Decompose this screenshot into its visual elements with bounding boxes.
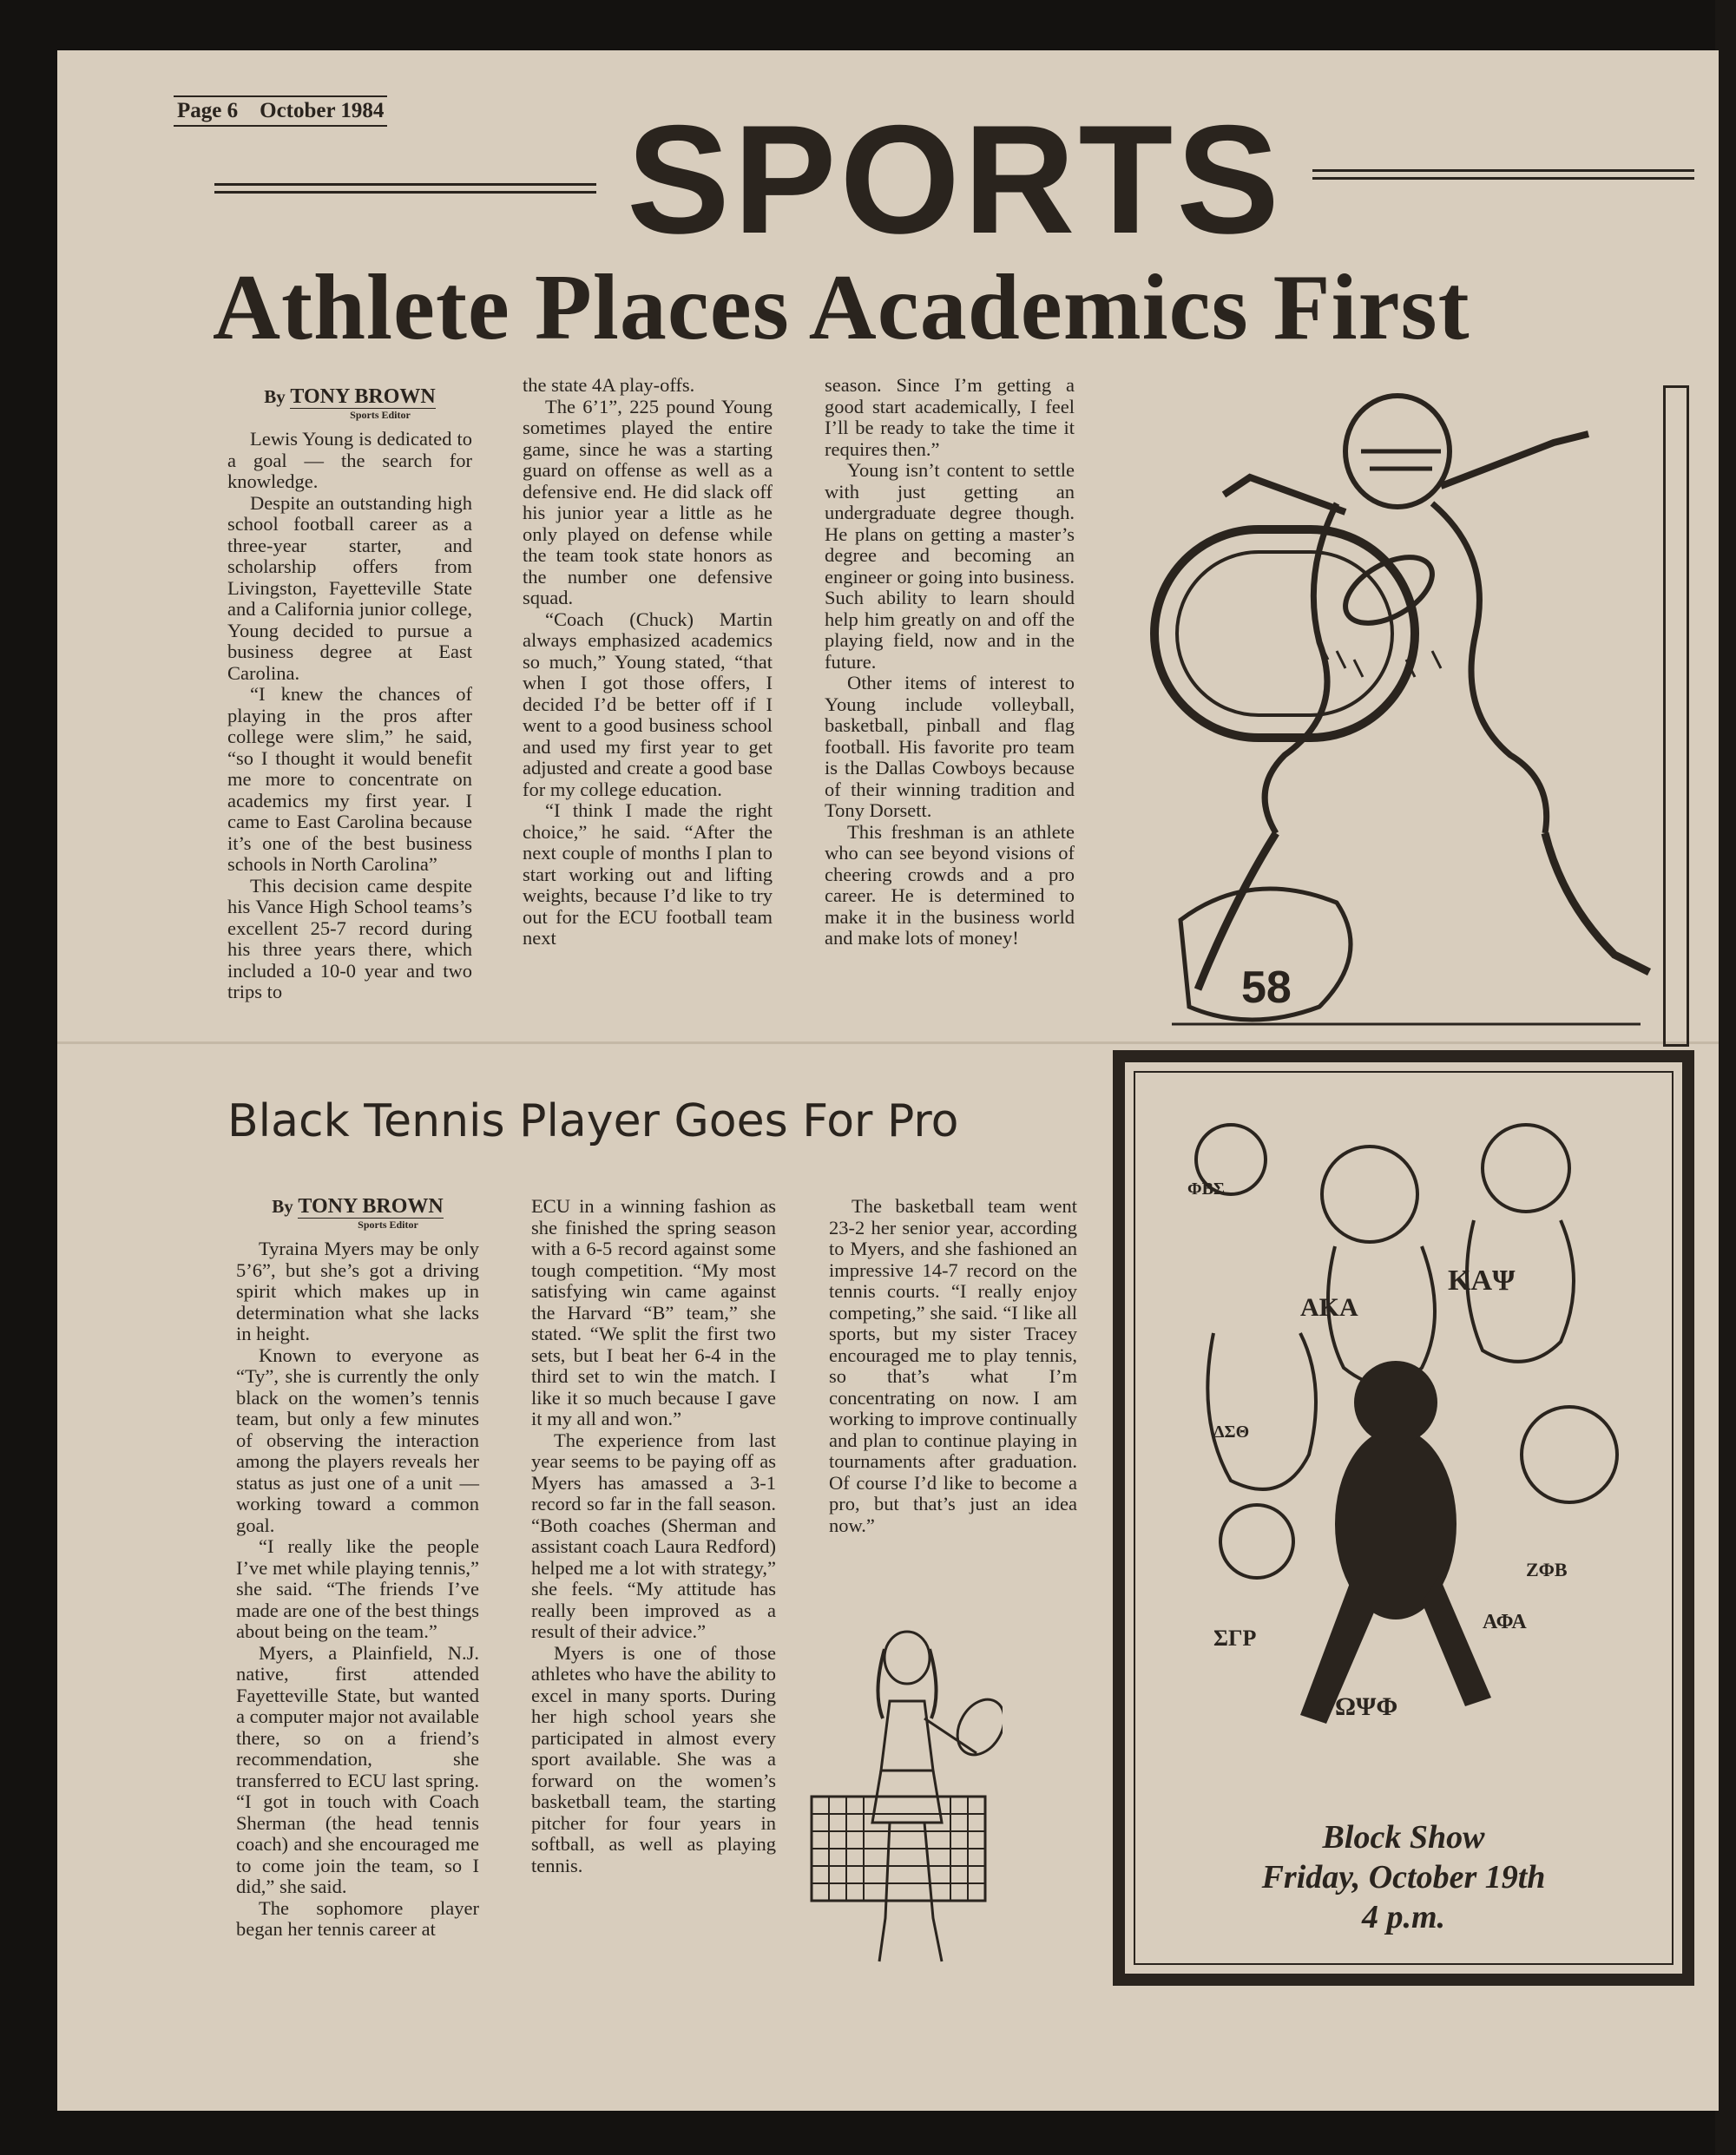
caricature-face-icon	[1483, 1125, 1569, 1212]
caricature-face-icon	[1322, 1146, 1417, 1242]
section-masthead: SPORTS	[627, 93, 1283, 266]
story1-column-1	[227, 386, 472, 1003]
paragraph: Other items of interest to Young include volleyball, basketball, pinball and flag football. His favorite pro team is the Dallas Cowboys because of their winning tradition and Tony Dorsett.	[825, 672, 1075, 821]
paragraph: “Coach (Chuck) Martin always emphasized academics so much,” Young stated, “that when I got those offers, I decided I’d be better off if I went to a good business school and used my first year to get adjusted and create a good base for my college education.	[523, 608, 773, 800]
letters-aka: AKA	[1300, 1293, 1358, 1322]
story1-column-3	[825, 375, 1075, 949]
story2-headline: Black Tennis Player Goes For Pro	[227, 1095, 959, 1147]
decorative-side-bar	[1663, 385, 1689, 1047]
track-oval-icon	[1154, 529, 1415, 738]
paragraph: This decision came despite his Vance High School teams’s excellent 25-7 record during his three years there, which included a 10-0 year and two trips to	[227, 874, 472, 1002]
paragraph: Known to everyone as “Ty”, she is currently the only black on the women’s tennis team, but only a few minutes of observing the interaction among the players reveals her status as just one of a unit — working toward a common goal.	[236, 1344, 479, 1536]
paragraph: Myers is one of those athletes who have the ability to excel in many sports. During her high school years she participated in almost every sport available. She was a forward on the women’s basketball team, the starting pitcher for four years in softball, as well as playing tennis.	[531, 1641, 776, 1876]
page-fold	[57, 1041, 1719, 1044]
paragraph: Tyraina Myers may be only 5’6”, but she’s got a driving spirit which makes up in determination what she lacks in height.	[236, 1238, 479, 1344]
story1-byline	[227, 386, 472, 425]
story2-column-1	[236, 1196, 479, 1941]
paragraph: season. Since I’m getting a good start academically, I feel I’ll be ready to take the time it requires then.”	[825, 374, 1075, 460]
paragraph: “I really like the people I’ve met while playing tennis,” she said. “The friends I’ve made are one of the best things about being on the team.”	[236, 1535, 479, 1642]
paragraph: “I knew the chances of playing in the pros after college were slim,” he said, “so I thought it would benefit me more to concentrate on academics my first year. I came to East Carolina because it’s one of the best business schools in North Carolina”	[227, 683, 472, 875]
story2-column-3	[829, 1196, 1077, 1536]
letters-kay: KAΨ	[1448, 1265, 1516, 1297]
promo-time: 4 p.m.	[1361, 1899, 1446, 1935]
story2-byline	[236, 1196, 479, 1235]
paragraph: Young isn’t content to settle with just getting an undergraduate degree though. He plans on getting a master’s degree and becoming an engineer or going into business. Such ability to learn should help him greatly on and off the playing field, now and in the future.	[825, 459, 1075, 673]
paragraph: This freshman is an athlete who can see beyond visions of cheering crowds and a pro career. He is determined to make it in the business world and make lots of money!	[825, 820, 1075, 949]
promo-date: Friday, October 19th	[1261, 1859, 1546, 1895]
fraternity-caricatures-illustration	[1161, 1090, 1674, 1802]
byline-title: Sports Editor	[350, 408, 411, 421]
byline-title: Sports Editor	[358, 1218, 418, 1231]
paragraph: The basketball team went 23-2 her senior year, according to Myers, and she fashioned an impressive 14-7 record on the tennis courts. “I really enjoy competing,” she said. “I like all sports, but my sister Tracey encouraged me to play tennis, so that’s what I’m concentrating on now. I am working to improve continually and plan to continue playing in tournaments after graduation. Of course I’d like to become a pro, but that’s just an idea now.”	[829, 1195, 1077, 1536]
paragraph: The experience from last year seems to be paying off as Myers has amassed a 3-1 record so far in the fall season. “Both coaches (Sherman and assistant coach Laura Redford) helped me a lot with strategy,” she feels. “My attitude has really been improved as a result of their advice.”	[531, 1429, 776, 1642]
letters-opf: ΩΨΦ	[1335, 1692, 1398, 1721]
byline-by: By	[272, 1196, 293, 1217]
letters-sgr: ΣΓΡ	[1213, 1626, 1257, 1651]
paragraph: “I think I made the right choice,” he said. “After the next couple of months I plan to start working out and lifting weights, because I’d like to try out for the ECU football team next	[523, 799, 773, 949]
player-head-icon	[884, 1632, 930, 1684]
story2-column-2	[531, 1196, 776, 1876]
paragraph: Despite an outstanding high school football career as a three-year starter, and scholarship offers from Livingston, Fayetteville State and a California junior college, Young decided to pursue a business degree at East Carolina.	[227, 491, 472, 684]
byline-name: TONY BROWN	[290, 385, 436, 408]
paragraph: Myers, a Plainfield, N.J. native, first attended Fayetteville State, but wanted a computer major not available there, so on a friend’s recommendation, she transferred to ECU last spring. “I got in touch with Coach Sherman (the head tennis coach) and she encouraged me to come join the team, so I did,” she said.	[236, 1641, 479, 1897]
story1-headline: Athlete Places Academics First	[213, 256, 1470, 359]
byline-by: By	[264, 386, 286, 407]
caricature-face-icon	[1522, 1407, 1617, 1502]
jersey-number: 58	[1241, 963, 1292, 1013]
paragraph: Lewis Young is dedicated to a goal — the search for knowledge.	[227, 428, 472, 492]
caricature-face-icon	[1220, 1505, 1293, 1578]
promo-text	[1135, 1817, 1672, 1937]
masthead-rule-left	[214, 183, 596, 194]
block-show-promo	[1113, 1050, 1694, 1986]
tennis-player-illustration	[803, 1623, 1003, 1987]
paragraph: the state 4A play-offs.	[523, 374, 695, 396]
letters-dst: ΔΣΘ	[1213, 1422, 1250, 1442]
page-dateline: Page 6 October 1984	[174, 95, 387, 127]
byline-name: TONY BROWN	[298, 1195, 444, 1218]
letters-pbs: ΦΒΣ	[1187, 1179, 1225, 1199]
story1-column-2	[523, 375, 773, 949]
paragraph: The 6’1”, 225 pound Young sometimes played the entire game, since he was a starting guard on offense as well as a defensive end. He did slack off his junior year a little as he only played on defense while the team took state honors as the number one defensive squad.	[523, 395, 773, 608]
promo-inner-border	[1134, 1071, 1674, 1965]
letters-zpb: ΖΦΒ	[1526, 1559, 1568, 1580]
football-icon	[1334, 544, 1443, 637]
letters-apa: ΑΦΑ	[1483, 1611, 1527, 1633]
football-player-illustration	[1146, 382, 1658, 1041]
paragraph: ECU in a winning fashion as she finished the spring season with a 6-5 record against some tough competition. “My most satisfying win came against the Harvard “B” team,” she stated. “We split the first two sets, but I beat her 6-4 in the third set to win the match. I like it so much because I gave it my all and won.”	[531, 1195, 776, 1429]
masthead-rule-right	[1312, 169, 1694, 180]
promo-title: Block Show	[1322, 1819, 1485, 1856]
paragraph: The sophomore player began her tennis career at	[236, 1896, 479, 1940]
